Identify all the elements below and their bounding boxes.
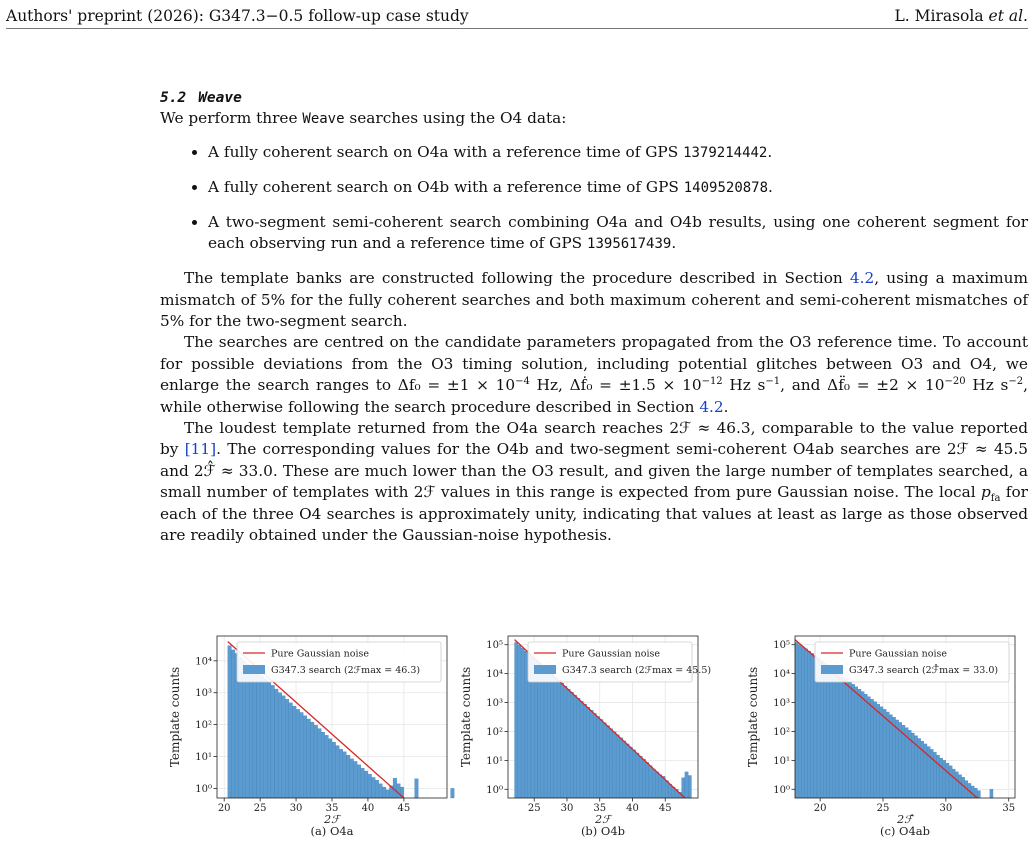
histogram-o4a xyxy=(155,628,455,864)
histogram-bar xyxy=(971,786,974,798)
histogram-bar xyxy=(629,747,632,798)
histogram-bar xyxy=(889,715,892,798)
y-axis-label: Template counts xyxy=(459,666,473,768)
histogram-bar xyxy=(282,696,286,798)
histogram-bar xyxy=(858,689,861,798)
intro-code: Weave xyxy=(302,111,345,127)
histogram-bar xyxy=(801,647,804,798)
histogram-bar xyxy=(874,702,877,798)
histogram-bar xyxy=(845,679,848,798)
histogram-bar xyxy=(544,669,547,798)
histogram-bar xyxy=(560,683,563,798)
histogram-bar xyxy=(260,676,264,798)
y-tick-label: 10⁴ xyxy=(486,669,503,681)
y-tick-label: 10⁰ xyxy=(195,783,212,795)
histogram-bar xyxy=(619,738,622,798)
histogram-bar xyxy=(231,650,235,798)
paragraph-search-ranges: The searches are centred on the candidate parameters propagated from the O3 reference time. To account for possible deviations from the O3 timing solution, including potential glitches between O3 and O4, we enlarge the search ranges to $\Delta f_0 = \pm 1 \times 10^{-4}$ Hz, Δḟ₀ = $\pm 1.5 \times 10^{-12}$ Hz $s^{-1}$, and Δf̈₀ = $\pm 2 \times 10^{-20}$ Hz $s^{-2}$, while otherwise following the search procedure described in Section 4.2. xyxy=(160,333,1028,416)
histogram-bar xyxy=(264,679,268,798)
histogram-bar xyxy=(415,779,419,798)
histogram-bar xyxy=(652,769,655,798)
histogram-bar xyxy=(275,689,279,798)
histogram-bar xyxy=(636,753,639,798)
histogram-bar xyxy=(336,746,340,798)
histogram-bar xyxy=(952,769,955,798)
histogram-bar xyxy=(364,771,368,798)
histogram-bar xyxy=(877,704,880,798)
figure-histograms xyxy=(0,628,1034,864)
histogram-bar xyxy=(515,642,518,798)
histogram-bar xyxy=(642,759,645,798)
histogram-bar xyxy=(354,761,358,798)
intro-text: We perform three xyxy=(160,109,303,127)
histogram-bar xyxy=(823,663,826,798)
histogram-bar xyxy=(278,693,282,798)
histogram-bar xyxy=(943,760,946,798)
gps-time: 1379214442 xyxy=(683,145,768,162)
y-tick-label: 10⁰ xyxy=(486,784,503,796)
x-tick-label: 30 xyxy=(939,803,953,814)
histogram-bar xyxy=(623,741,626,798)
header-etal: et al. xyxy=(988,7,1028,25)
figure-caption: (b) O4b xyxy=(580,824,626,838)
histogram-bar xyxy=(310,722,314,798)
x-tick-label: 35 xyxy=(1002,803,1016,814)
histogram-bar xyxy=(962,777,965,798)
x-tick-label: 35 xyxy=(593,803,607,814)
histogram-bar xyxy=(990,789,993,798)
histogram-bar xyxy=(867,697,870,798)
histogram-bar xyxy=(547,671,550,798)
histogram-bar xyxy=(328,739,332,798)
histogram-bar xyxy=(375,780,379,798)
x-axis-label: 2ℱ̂ xyxy=(897,813,913,826)
histogram-bar xyxy=(902,725,905,798)
math-p: p xyxy=(980,483,991,502)
header-right xyxy=(894,6,1028,26)
histogram-bar xyxy=(808,651,811,798)
citation-link[interactable]: [11] xyxy=(184,440,217,459)
histogram-bar xyxy=(826,665,829,798)
list-item: • A two-segment semi-coherent search combining O4a and O4b results, using one coherent segment for each observing run and a reference time of GPS 1395617439. xyxy=(208,212,1028,256)
legend-label-search: G347.3 search (2ℱ̂max = 33.0) xyxy=(849,665,999,676)
section-number: 5.2 xyxy=(160,90,187,106)
gps-time: 1395617439 xyxy=(587,236,672,253)
histogram-bar xyxy=(665,781,668,798)
histogram-bar xyxy=(257,673,261,798)
histogram-bar xyxy=(318,729,322,798)
histogram-bar xyxy=(382,787,386,798)
histogram-bar xyxy=(361,768,365,798)
histogram-bar xyxy=(537,663,540,798)
figure-caption: (a) O4a xyxy=(310,824,354,838)
histogram-bar xyxy=(267,682,271,798)
histogram-bar xyxy=(296,709,300,798)
histogram-bar xyxy=(300,712,304,798)
histogram-bar xyxy=(613,732,616,798)
y-tick-label: 10¹ xyxy=(773,755,790,767)
histogram-bar xyxy=(350,759,354,798)
histogram-bar xyxy=(564,686,567,798)
x-tick-label: 30 xyxy=(560,803,574,814)
histogram-bar xyxy=(795,642,798,798)
histogram-bar xyxy=(933,752,936,798)
histogram-bar xyxy=(649,766,652,798)
histogram-bar xyxy=(946,763,949,798)
y-tick-label: 10³ xyxy=(773,698,790,710)
histogram-bar xyxy=(307,719,311,798)
histogram-bar xyxy=(368,774,372,798)
histogram-bar xyxy=(593,713,596,798)
histogram-bar xyxy=(646,762,649,798)
section-link[interactable]: 4.2 xyxy=(699,397,724,416)
x-tick-label: 30 xyxy=(289,803,303,814)
histogram-bar xyxy=(577,698,580,798)
histogram-bar xyxy=(557,680,560,798)
section-heading xyxy=(160,88,1028,108)
histogram-bar xyxy=(977,791,980,798)
y-tick-label: 10⁰ xyxy=(773,784,790,796)
histogram-bar xyxy=(936,755,939,798)
histogram-bar xyxy=(839,675,842,798)
histogram-bar xyxy=(332,742,336,798)
histogram-bar xyxy=(833,670,836,798)
histogram-bar xyxy=(632,750,635,798)
histogram-bar xyxy=(596,716,599,798)
y-tick-label: 10¹ xyxy=(486,755,503,767)
histogram-bar xyxy=(567,689,570,798)
histogram-bar xyxy=(949,766,952,798)
histogram-bar xyxy=(669,784,672,798)
histogram-bar xyxy=(583,704,586,798)
x-tick-label: 40 xyxy=(361,803,375,814)
histogram-bar xyxy=(249,667,253,798)
histogram-bar xyxy=(870,699,873,798)
legend-label-noise: Pure Gaussian noise xyxy=(271,648,370,660)
y-tick-label: 10⁴ xyxy=(195,656,212,668)
math-delta-fddot0: Δf̈₀ = $\pm 2 \times 10^{-20}$ Hz $s^{-2}$ xyxy=(827,376,1024,395)
x-axis-label: 2ℱ xyxy=(324,813,340,826)
section-title: Weave xyxy=(198,90,242,106)
histogram-bar xyxy=(883,709,886,798)
histogram-bar xyxy=(253,670,257,798)
histogram-bar xyxy=(587,707,590,798)
legend-bar-swatch xyxy=(243,665,265,674)
chart-o4a xyxy=(155,628,455,864)
legend-bar-swatch xyxy=(821,665,843,674)
histogram-bar xyxy=(314,725,318,798)
histogram-bar xyxy=(397,784,401,798)
histogram-bar xyxy=(346,755,350,798)
y-tick-label: 10⁵ xyxy=(773,640,790,652)
histogram-bar xyxy=(886,712,889,798)
histogram-o4b xyxy=(450,628,740,864)
article-body xyxy=(160,88,1028,546)
figure-caption: (c) O4ab xyxy=(879,824,931,838)
histogram-bar xyxy=(610,729,613,798)
x-tick-label: 20 xyxy=(217,803,231,814)
histogram-bar xyxy=(321,732,325,798)
search-list xyxy=(160,142,1028,255)
histogram-bar xyxy=(289,703,293,798)
histogram-bar xyxy=(616,735,619,798)
y-axis-label: Template counts xyxy=(168,666,182,768)
histogram-bar xyxy=(339,749,343,798)
histogram-bar xyxy=(554,677,557,798)
histogram-bar xyxy=(518,645,521,798)
histogram-bar xyxy=(955,772,958,798)
histogram-bar xyxy=(958,775,961,798)
histogram-bar xyxy=(804,649,807,798)
math-delta-f0: $\Delta f_0 = \pm 1 \times 10^{-4}$ Hz, xyxy=(397,376,570,395)
x-tick-label: 20 xyxy=(813,803,827,814)
histogram-bar xyxy=(852,684,855,798)
histogram-bar xyxy=(842,677,845,798)
list-item: • A fully coherent search on O4b with a reference time of GPS 1409520878. xyxy=(208,177,1028,199)
x-tick-label: 45 xyxy=(397,803,411,814)
histogram-bar xyxy=(580,701,583,798)
legend-label-search: G347.3 search (2ℱmax = 45.5) xyxy=(562,665,712,676)
histogram-bar xyxy=(811,653,814,798)
x-tick-label: 25 xyxy=(876,803,890,814)
paragraph-template-banks: The template banks are constructed following the procedure described in Section 4.2, using a maximum mismatch of 5% for the fully coherent searches and both maximum coherent and semi-coherent mismatches of 5% for the two-segment search. xyxy=(160,269,1028,331)
histogram-bar xyxy=(386,790,390,798)
x-axis-label: 2ℱ xyxy=(595,813,611,826)
header-author: L. Mirasola xyxy=(894,7,984,25)
histogram-bar xyxy=(372,777,376,798)
x-tick-label: 25 xyxy=(527,803,541,814)
y-tick-label: 10² xyxy=(773,726,790,738)
histogram-bar xyxy=(836,672,839,798)
histogram-bar xyxy=(655,772,658,798)
y-tick-label: 10⁴ xyxy=(773,669,790,681)
legend-label-noise: Pure Gaussian noise xyxy=(562,648,661,660)
histogram-bar xyxy=(606,726,609,798)
histogram-bar xyxy=(574,695,577,798)
histogram-bar xyxy=(246,664,250,798)
y-tick-label: 10² xyxy=(195,720,212,732)
chart-o4ab xyxy=(743,628,1033,864)
histogram-bar xyxy=(830,667,833,798)
histogram-bar xyxy=(896,720,899,798)
y-tick-label: 10² xyxy=(486,726,503,738)
legend-label-search: G347.3 search (2ℱmax = 46.3) xyxy=(271,665,421,676)
y-axis-label: Template counts xyxy=(746,666,760,768)
histogram-bar xyxy=(626,744,629,798)
histogram-bar xyxy=(940,758,943,798)
x-tick-label: 40 xyxy=(626,803,639,814)
histogram-bar xyxy=(570,692,573,798)
intro-text-end: searches using the O4 data: xyxy=(344,109,567,127)
x-tick-label: 25 xyxy=(253,803,267,814)
histogram-bar xyxy=(521,648,524,798)
histogram-bar xyxy=(639,756,642,798)
histogram-bar xyxy=(357,765,361,798)
histogram-bar xyxy=(685,772,688,798)
histogram-bar xyxy=(292,706,296,798)
histogram-bar xyxy=(541,666,544,798)
y-tick-label: 10⁵ xyxy=(486,640,503,652)
section-link[interactable]: 4.2 xyxy=(849,269,875,288)
histogram-bar xyxy=(590,710,593,798)
legend-bar-swatch xyxy=(534,665,556,674)
histogram-bar xyxy=(603,723,606,798)
histogram-bar xyxy=(343,752,347,798)
histogram-bar xyxy=(864,694,867,798)
histogram-bar xyxy=(798,645,801,798)
list-item: • A fully coherent search on O4a with a reference time of GPS 1379214442. xyxy=(208,142,1028,164)
histogram-bar xyxy=(892,717,895,798)
legend-label-noise: Pure Gaussian noise xyxy=(849,648,948,660)
histogram-bar xyxy=(861,692,864,798)
header-left: Authors' preprint (2026): G347.3−0.5 follow-up case study xyxy=(6,7,469,25)
gps-time: 1409520878 xyxy=(683,180,769,197)
y-tick-label: 10¹ xyxy=(195,752,212,764)
histogram-bar xyxy=(271,685,275,798)
histogram-bar xyxy=(379,784,383,798)
x-tick-label: 45 xyxy=(658,803,672,814)
intro-paragraph xyxy=(160,108,1028,130)
histogram-bar xyxy=(855,687,858,798)
paragraph-results: The loudest template returned from the O4a search reaches 2ℱ ≈ 46.3, comparable to the value reported by [11]. The corresponding values for the O4b and two-segment semi-coherent O4ab searches are 2ℱ ≈ 45.5 and 2ℱ̂ ≈ 33.0. These are much lower than the O3 result, and given the large number of templates searched, a small number of templates with 2ℱ values in this range is expected from pure Gaussian noise. The local $p_{fa}$ for each of the three O4 searches is approximately unity, indicating that values at least as large as those observed are readily obtained under the Gaussian-noise hypothesis. xyxy=(160,419,1029,545)
y-tick-label: 10³ xyxy=(486,698,503,710)
chart-o4b xyxy=(450,628,740,864)
histogram-bar xyxy=(659,775,662,798)
histogram-bar xyxy=(325,735,329,798)
histogram-o4ab xyxy=(743,628,1033,864)
histogram-bar xyxy=(848,682,851,798)
histogram-bar xyxy=(899,722,902,798)
histogram-bar xyxy=(228,646,232,798)
histogram-bar xyxy=(285,699,289,798)
histogram-bar xyxy=(551,674,554,798)
x-tick-label: 35 xyxy=(325,803,339,814)
histogram-bar xyxy=(303,716,307,798)
running-header xyxy=(6,4,1028,29)
histogram-bar xyxy=(600,719,603,798)
histogram-bar xyxy=(880,707,883,798)
histogram-bar xyxy=(524,651,527,798)
math-delta-fdot0: Δḟ₀ = $\pm 1.5 \times 10^{-12}$ Hz $s^{-1}$ xyxy=(569,376,781,395)
y-tick-label: 10³ xyxy=(195,688,212,700)
histogram-bar xyxy=(688,775,691,798)
